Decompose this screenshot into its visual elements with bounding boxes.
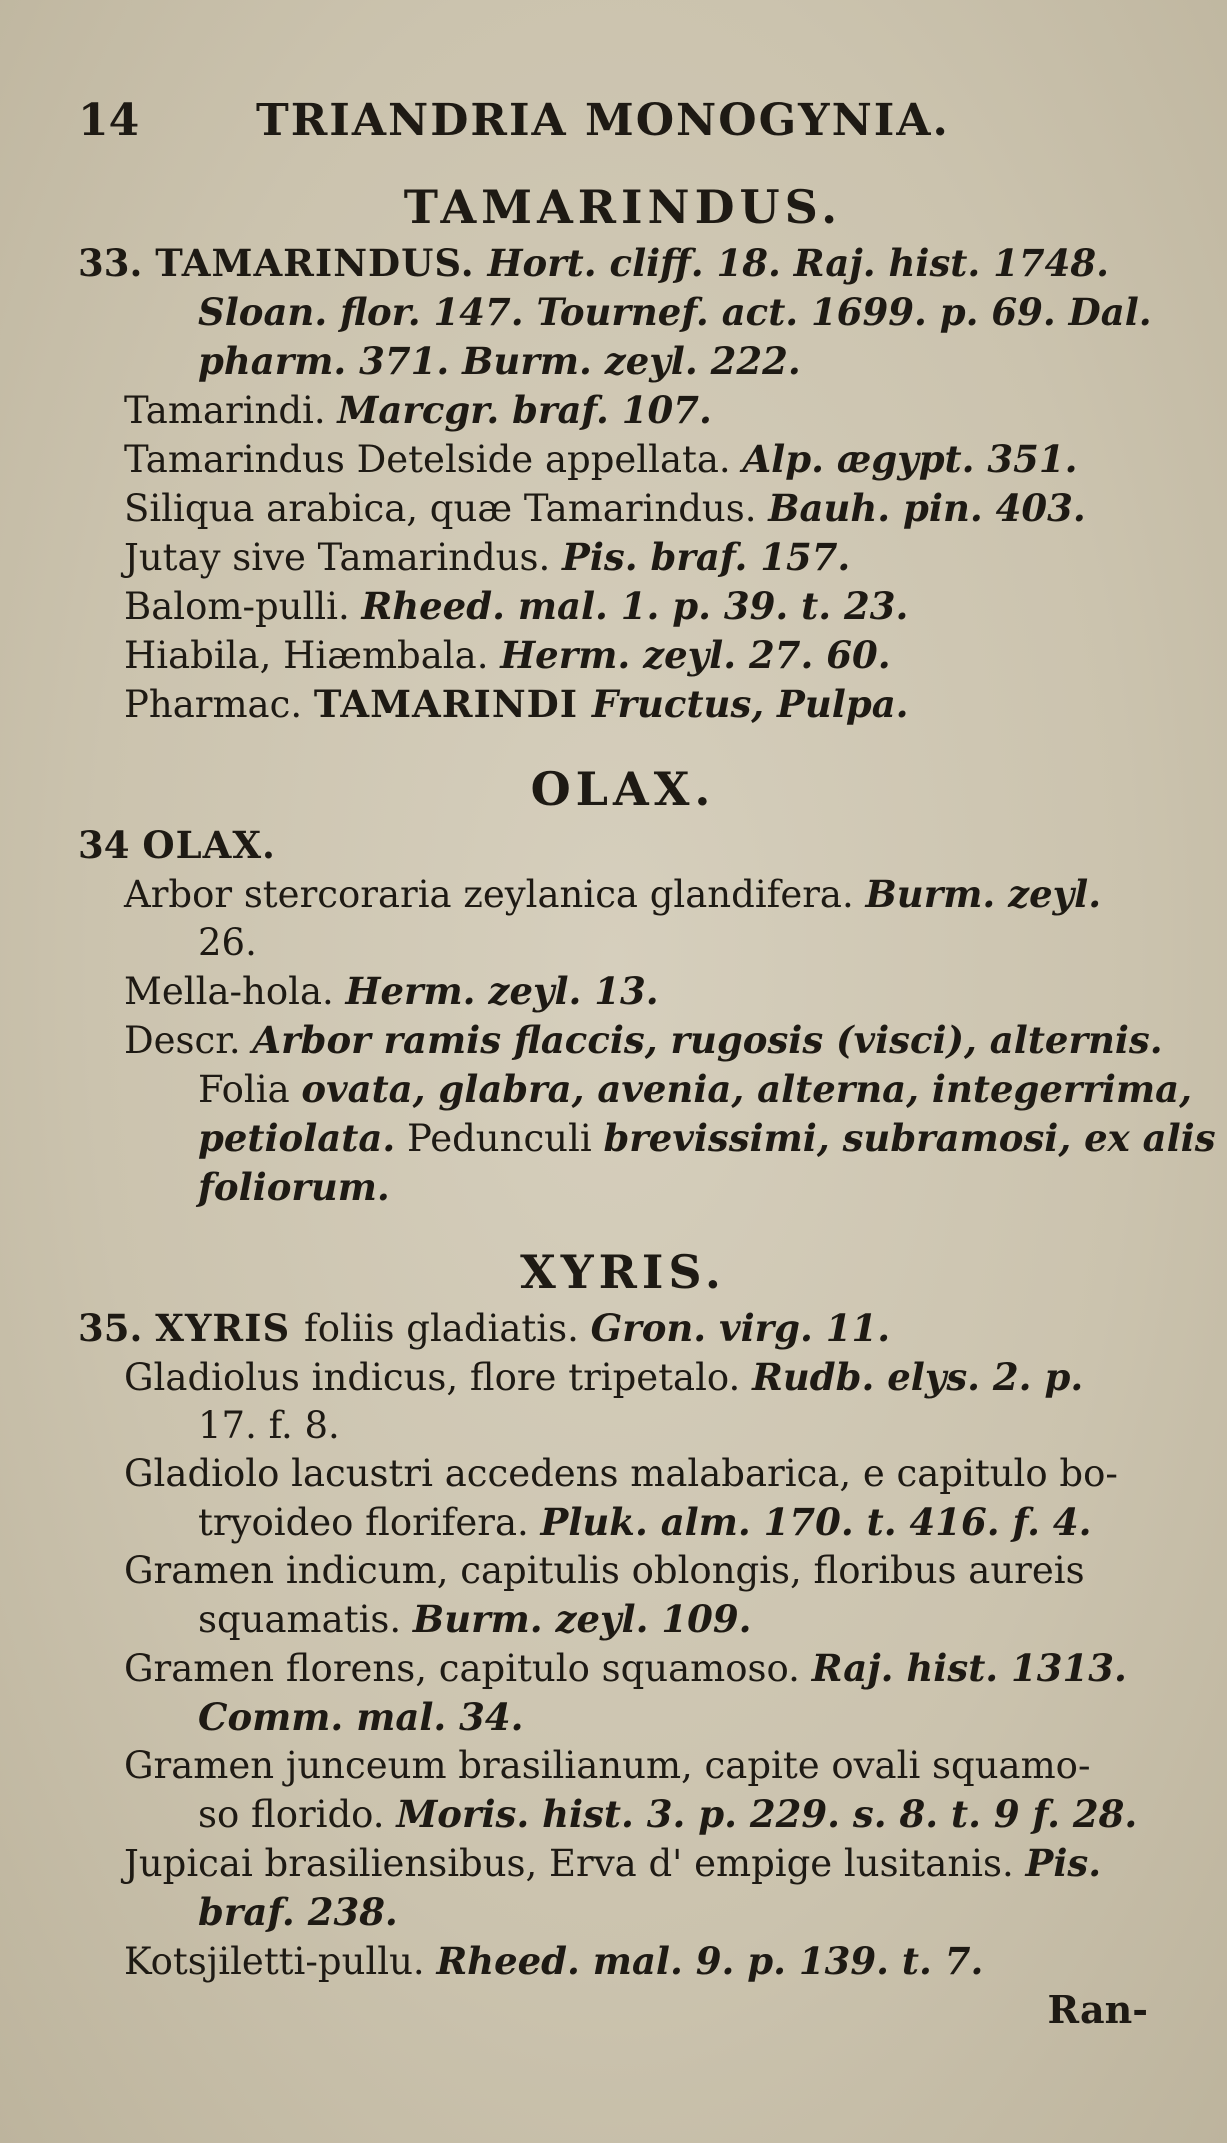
- synonym-text: Gladiolo lacustri accedens malabarica, e capitulo bo-: [124, 1452, 1118, 1495]
- synonym-text: Gramen junceum brasilianum, capite ovali squamo-: [124, 1744, 1091, 1787]
- entry-line: [78, 1304, 1168, 1353]
- bibliographic-reference: Moris. hist. 3. p. 229. s. 8. t. 9 f. 28.: [396, 1792, 1138, 1836]
- synonym-text: Folia: [198, 1068, 302, 1111]
- description-text: foliorum.: [198, 1165, 390, 1209]
- bibliographic-reference: Alp. ægypt. 351.: [742, 437, 1078, 481]
- synonym-text: Descr.: [124, 1019, 253, 1062]
- entry-line: [78, 1888, 1168, 1937]
- entry-number: 35.: [78, 1306, 156, 1350]
- bibliographic-reference: Sloan. flor. 147. Tournef. act. 1699. p. 69. Dal.: [198, 290, 1152, 334]
- synonym-text: Tamarindus Detelside appellata.: [124, 438, 743, 481]
- page-body: [78, 175, 1216, 2034]
- genus-heading: OLAX.: [530, 762, 716, 816]
- bibliographic-reference: Raj. hist. 1313.: [811, 1646, 1127, 1690]
- synonym-text: Pharmac.: [124, 683, 314, 726]
- genus-heading: XYRIS.: [520, 1245, 726, 1299]
- synonym-text: Arbor stercoraria zeylanica glandifera.: [124, 873, 866, 916]
- entry-line: [78, 1547, 1168, 1595]
- bibliographic-reference: Bauh. pin. 403.: [768, 486, 1086, 530]
- bibliographic-reference: braf. 238.: [198, 1890, 398, 1934]
- entry-line: [78, 1693, 1168, 1742]
- entry-line: [78, 1595, 1168, 1644]
- entry-line: [78, 1065, 1192, 1114]
- synonym-text: Hiabila, Hiæmbala.: [124, 634, 501, 677]
- entry-line: [78, 919, 1168, 967]
- entry-number: 34: [78, 823, 143, 867]
- entry-line: [78, 239, 1168, 288]
- entry-line: [78, 288, 1168, 337]
- synonym-text: foliis gladiatis.: [304, 1307, 591, 1350]
- entry-line: [78, 582, 1168, 631]
- bibliographic-reference: Marcgr. braf. 107.: [337, 388, 712, 432]
- entry-line: [78, 1644, 1168, 1693]
- synonym-text: tryoideo florifera.: [198, 1501, 541, 1544]
- entry-line: [78, 1114, 1216, 1163]
- entry-line: [78, 386, 1168, 435]
- species-entry: [78, 1304, 1168, 1986]
- bibliographic-reference: Rheed. mal. 9. p. 139. t. 7.: [436, 1939, 984, 1983]
- entry-line: [78, 435, 1168, 484]
- entry-line: [78, 1498, 1168, 1547]
- bibliographic-reference: Rudb. elys. 2. p.: [752, 1355, 1084, 1399]
- entry-line: [78, 1353, 1168, 1402]
- synonym-text: Mella-hola.: [124, 970, 346, 1013]
- genus-name: TAMARINDUS.: [155, 241, 475, 285]
- synonym-text: Gladiolus indicus, flore tripetalo.: [124, 1356, 753, 1399]
- description-text: Arbor ramis flaccis, rugosis (visci), alternis.: [252, 1018, 1163, 1062]
- description-text: ovata, glabra, avenia, alterna, integerrima,: [301, 1067, 1192, 1111]
- genus-name: TAMARINDI: [313, 682, 592, 726]
- synonym-text: Balom-pulli.: [124, 585, 362, 628]
- entry-line: [78, 533, 1168, 582]
- bibliographic-reference: Comm. mal. 34.: [198, 1695, 524, 1739]
- synonym-text: Gramen indicum, capitulis oblongis, floribus aureis: [124, 1549, 1085, 1592]
- page-header: [78, 95, 1107, 155]
- entry-line: [78, 1163, 1168, 1212]
- synonym-text: 17. f. 8.: [198, 1404, 340, 1447]
- entry-line: [78, 631, 1168, 680]
- synonym-text: 26.: [198, 921, 257, 964]
- species-entry: [78, 821, 1216, 1212]
- page-number: 14: [78, 95, 140, 146]
- entry-line: [78, 1742, 1168, 1790]
- entry-line: [78, 1790, 1168, 1839]
- bibliographic-reference: Burm. zeyl.: [865, 872, 1102, 916]
- entry-line: [78, 1937, 1168, 1986]
- bibliographic-reference: Pluk. alm. 170. t. 416. f. 4.: [540, 1500, 1092, 1544]
- entry-line: [78, 680, 1168, 729]
- entry-line: [78, 484, 1168, 533]
- description-text: brevissimi, subramosi, ex alis: [603, 1116, 1216, 1160]
- synonym-text: Gramen florens, capitulo squamoso.: [124, 1647, 812, 1690]
- running-head: TRIANDRIA MONOGYNIA.: [256, 95, 950, 146]
- entry-line: [78, 1402, 1168, 1450]
- section-spacer: [78, 729, 1168, 757]
- entry-number: 33.: [78, 241, 156, 285]
- synonym-text: Jupicai brasiliensibus, Erva d' empige lusitanis.: [124, 1842, 1026, 1885]
- genus-name: XYRIS: [155, 1306, 305, 1350]
- synonym-text: Tamarindi.: [124, 389, 338, 432]
- bibliographic-reference: Herm. zeyl. 13.: [345, 969, 659, 1013]
- bibliographic-reference: Rheed. mal. 1. p. 39. t. 23.: [361, 584, 909, 628]
- entry-line: [78, 1016, 1168, 1065]
- synonym-text: Jutay sive Tamarindus.: [124, 536, 563, 579]
- bibliographic-reference: Burm. zeyl. 109.: [412, 1597, 752, 1641]
- entry-line: [78, 1450, 1168, 1498]
- entry-line: [78, 337, 1168, 386]
- entry-line: [78, 870, 1168, 919]
- synonym-text: squamatis.: [198, 1598, 413, 1641]
- bibliographic-reference: Pis.: [1025, 1841, 1102, 1885]
- entry-line: [78, 967, 1168, 1016]
- synonym-text: Kotsjiletti-pullu.: [124, 1940, 437, 1983]
- genus-name: OLAX.: [142, 823, 276, 867]
- synonym-text: Pedunculi: [395, 1117, 604, 1160]
- catchword: Ran-: [1047, 1987, 1148, 2032]
- synonym-text: Siliqua arabica, quæ Tamarindus.: [124, 487, 769, 530]
- synonym-text: so florido.: [198, 1793, 397, 1836]
- entry-line: [78, 1839, 1168, 1888]
- genus-heading: TAMARINDUS.: [403, 180, 843, 234]
- entry-line: [78, 821, 1168, 870]
- bibliographic-reference: Gron. virg. 11.: [590, 1306, 891, 1350]
- species-entry: [78, 239, 1168, 729]
- bibliographic-reference: Pis. braf. 157.: [562, 535, 851, 579]
- bibliographic-reference: pharm. 371. Burm. zeyl. 222.: [198, 339, 801, 383]
- bibliographic-reference: Herm. zeyl. 27. 60.: [500, 633, 891, 677]
- bibliographic-reference: Fructus, Pulpa.: [591, 682, 909, 726]
- description-text: petiolata.: [198, 1116, 396, 1160]
- bibliographic-reference: Hort. cliff. 18. Raj. hist. 1748.: [474, 241, 1110, 285]
- section-spacer: [78, 1212, 1168, 1240]
